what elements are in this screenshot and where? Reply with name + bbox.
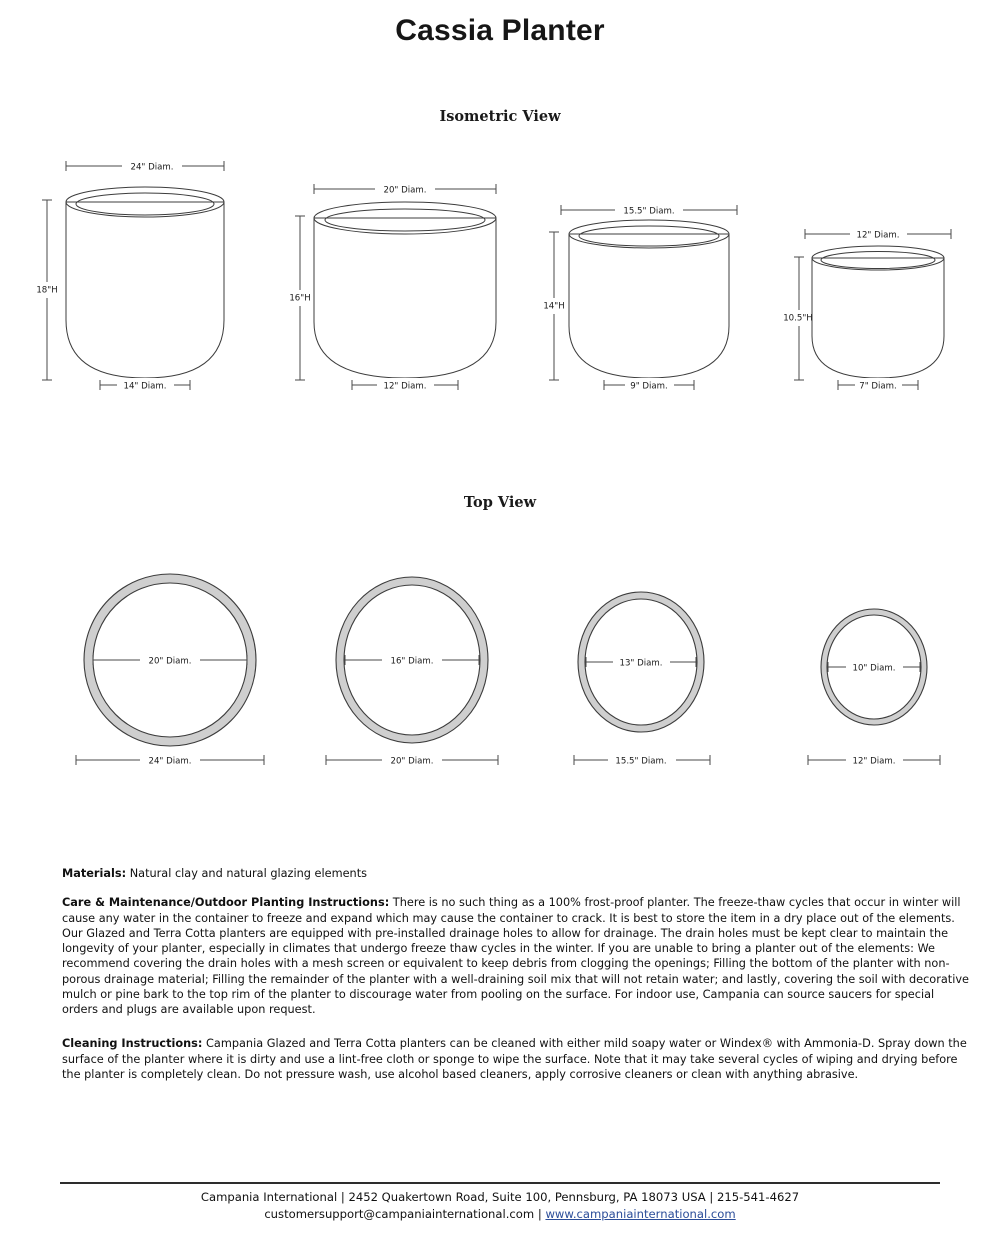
dimension-label-base-2: 12" Diam.	[383, 381, 427, 392]
dimension-label-outer-3: 15.5" Diam.	[615, 756, 667, 767]
planter-body-2	[314, 218, 496, 378]
planter-rim-inner-3	[579, 226, 719, 246]
planter-body-4	[812, 258, 944, 378]
cleaning-text: Campania Glazed and Terra Cotta planters can be cleaned with either mild soapy water or Windex® with Ammonia-D. Spray down the surface of the planter where it is dirty and use a lint-free cloth or sponge to wipe the surface. Note that it may take several cycles of wiping and drying before the planter is completely clean. Do not pressure wash, use alcohol based cleaners, apply corrosive cleaners or clean with anything abrasive.	[62, 1037, 967, 1081]
dimension-label-inner-3: 13" Diam.	[619, 658, 663, 669]
materials-text: Natural clay and natural glazing elements	[126, 867, 368, 881]
dimension-label-height-3: 14"H	[543, 301, 565, 312]
isometric-planter-2	[285, 182, 496, 392]
dimension-label-inner-2: 16" Diam.	[390, 656, 434, 667]
footer-contact-line	[0, 1206, 1000, 1223]
isometric-view-drawings	[0, 150, 1000, 405]
dimension-label-outer-4: 12" Diam.	[852, 756, 896, 767]
materials-label: Materials:	[62, 867, 127, 881]
dimension-label-height-4: 10.5"H	[783, 313, 813, 324]
footer-divider	[60, 1182, 940, 1184]
planter-rim-inner-1	[76, 193, 214, 215]
materials-paragraph	[62, 866, 970, 881]
isometric-planter-3	[539, 203, 737, 392]
footer-separator: |	[534, 1207, 546, 1221]
planter-body-1	[66, 202, 224, 378]
top-view-planter-2	[326, 577, 498, 767]
planter-rim-inner-2	[325, 209, 485, 231]
footer-email[interactable]: customersupport@campaniainternational.com	[264, 1207, 535, 1221]
isometric-planter-1	[32, 159, 224, 392]
isometric-planter-4	[780, 227, 951, 392]
dimension-label-inner-1: 20" Diam.	[148, 656, 192, 667]
footer	[0, 1189, 1000, 1223]
care-label: Care & Maintenance/Outdoor Planting Instructions:	[62, 896, 390, 910]
dimension-label-height-1: 18"H	[36, 285, 58, 296]
top-view-drawings	[0, 545, 1000, 785]
top-view-heading: Top View	[463, 494, 537, 511]
top-view-planter-1	[76, 574, 264, 767]
footer-website-link[interactable]: www.campaniainternational.com	[545, 1207, 736, 1221]
dimension-label-outer-2: 20" Diam.	[390, 756, 434, 767]
care-paragraph	[62, 895, 970, 1017]
dimension-label-top-4: 12" Diam.	[856, 230, 900, 241]
dimension-label-base-4: 7" Diam.	[859, 381, 897, 392]
care-text: There is no such thing as a 100% frost-proof planter. The freeze-thaw cycles that occur in winter will cause any water in the container to freeze and expand which may cause the container to crack. It is best to store the item in a dry place out of the elements. Our Glazed and Terra Cotta planters are equipped with pre-installed drainage holes to allow for drainage. The drain holes must be kept clear to maintain the longevity of your planter, especially in climates that undergo freeze thaw cycles in the winter. If you are unable to bring a planter out of the elements: We recommend covering the drain holes with a mesh screen or equivalent to keep debris from clogging the openings; Filling the bottom of the planter with non-porous drainage material; Filling the remainder of the planter with a well-draining soil mix that will not retain water; and lastly, covering the soil with decorative mulch or pine bark to the top rim of the planter to discourage water from pooling on the surface. For indoor use, Campania can source saucers for special orders and plugs are available upon request.	[62, 896, 969, 1017]
dimension-label-outer-1: 24" Diam.	[148, 756, 192, 767]
top-view-planter-4	[808, 609, 940, 767]
dimension-label-top-3: 15.5" Diam.	[623, 206, 675, 217]
isometric-view-heading: Isometric View	[439, 108, 561, 125]
cleaning-paragraph	[62, 1036, 970, 1082]
footer-company-line: Campania International | 2452 Quakertown Road, Suite 100, Pennsburg, PA 18073 USA | 215-541-4627	[200, 1190, 800, 1204]
page-title: Cassia Planter	[395, 14, 605, 47]
planter-rim-inner-4	[821, 252, 935, 269]
cleaning-label: Cleaning Instructions:	[62, 1037, 203, 1051]
dimension-label-base-3: 9" Diam.	[630, 381, 668, 392]
dimension-label-inner-4: 10" Diam.	[852, 663, 896, 674]
dimension-label-base-1: 14" Diam.	[123, 381, 167, 392]
dimension-label-top-1: 24" Diam.	[130, 162, 174, 173]
planter-body-3	[569, 234, 729, 378]
dimension-label-height-2: 16"H	[289, 293, 311, 304]
top-view-planter-3	[574, 592, 710, 767]
dimension-label-top-2: 20" Diam.	[383, 185, 427, 196]
